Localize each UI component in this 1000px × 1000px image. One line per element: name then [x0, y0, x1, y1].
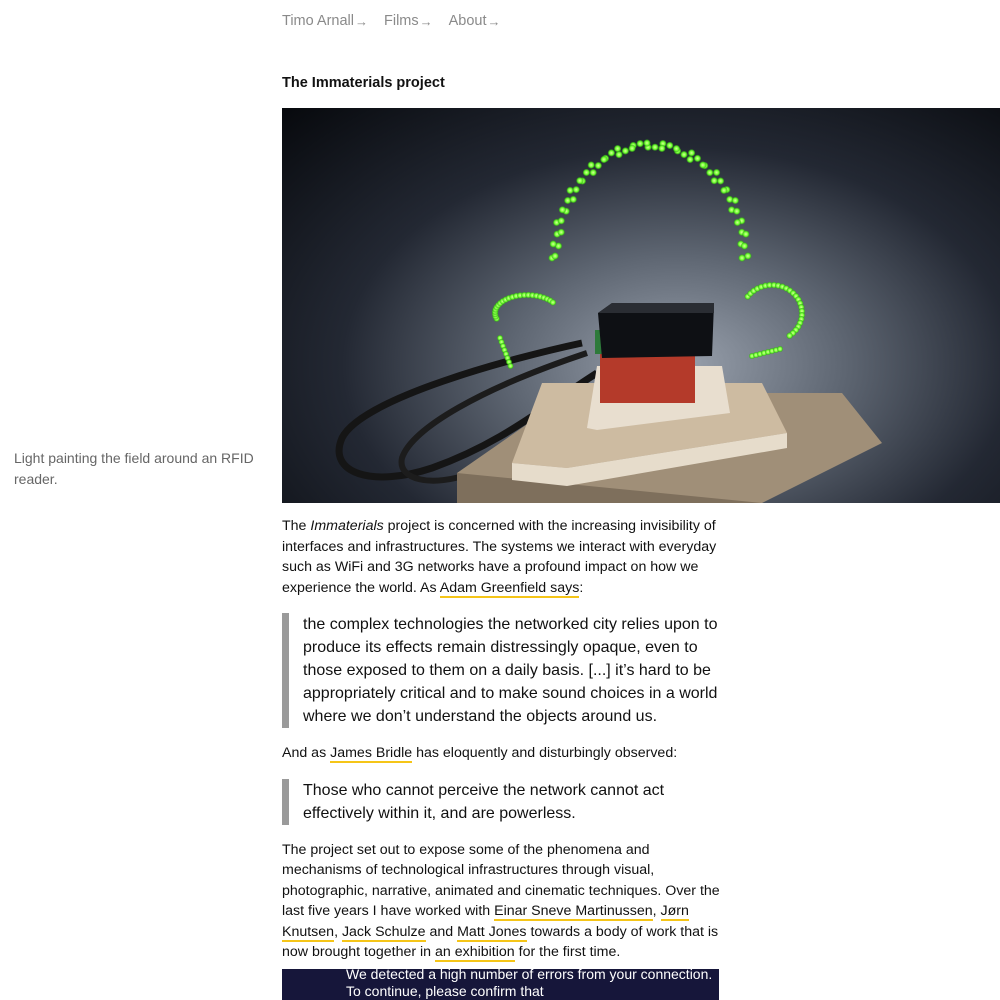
led-light-dot [600, 156, 607, 163]
led-light-dot [550, 240, 557, 247]
led-light-dot [567, 187, 574, 194]
led-light-dot [583, 169, 590, 176]
link-james-bridle[interactable]: James Bridle [330, 745, 413, 761]
led-light-dot [706, 169, 713, 176]
text-run: , [334, 923, 342, 940]
text-run: towards a body of work that is now brought together in [282, 923, 719, 960]
arrow-right-icon: → [419, 13, 433, 29]
led-light-dot [550, 299, 556, 305]
led-light-dot [673, 145, 680, 152]
led-light-dot [651, 144, 658, 151]
led-light-dot [643, 139, 650, 146]
led-light-dot [588, 161, 595, 168]
paragraph-project [282, 840, 720, 963]
led-light-dot [742, 231, 749, 238]
led-light-dot [699, 161, 706, 168]
text-run: : [579, 579, 584, 596]
blockquote-greenfield: the complex technologies the networked city relies upon to produce its effects remain distressingly opaque, even to those exposed to them on a daily basis. [...] it’s hard to be appropriately critical and to make sound choices in a world where we don’t understand the objects around us. [282, 613, 720, 728]
led-light-dot [720, 187, 727, 194]
nav-link-films[interactable] [384, 13, 443, 29]
led-light-dot [732, 197, 739, 204]
led-light-dot [741, 242, 748, 249]
led-light-dot [573, 186, 580, 193]
text-run: has eloquently and disturbingly observed: [412, 745, 678, 761]
led-light-dot [786, 333, 792, 339]
text-run: , [652, 903, 661, 919]
led-light-dot [595, 162, 602, 169]
led-light-dot [777, 346, 783, 352]
led-light-dot [622, 147, 629, 154]
led-light-dot [576, 177, 583, 184]
led-light-dot [608, 149, 615, 156]
led-light-dot [658, 145, 665, 152]
led-light-dot [615, 151, 622, 158]
led-light-dot [734, 219, 741, 226]
led-light-dot [559, 206, 566, 213]
led-light-dot [614, 145, 621, 152]
link-jack-schulze[interactable]: Jack Schulze [341, 923, 426, 940]
led-light-dot [558, 217, 565, 224]
paragraph-bridle [282, 743, 720, 764]
led-light-dot [711, 177, 718, 184]
link-adam-greenfield[interactable]: Adam Greenfield says [439, 579, 580, 596]
led-light-dot [733, 208, 740, 215]
nav-label: Timo Arnall [282, 13, 354, 29]
paragraph-intro [282, 516, 720, 598]
led-light-dot [680, 151, 687, 158]
arrow-right-icon: → [487, 13, 501, 29]
hero-caption: Light painting the field around an RFID reader. [14, 450, 254, 487]
nav-label: Films [383, 13, 419, 29]
nav-link-home[interactable] [282, 13, 378, 29]
led-light-dot [558, 229, 565, 236]
link-jorn-knutsen[interactable]: Jørn Knutsen [282, 903, 689, 940]
text-run: And as [282, 745, 331, 761]
led-light-dot [713, 169, 720, 176]
nav-link-about[interactable] [449, 13, 511, 29]
text-run: The project set out to expose some of the phenomena and mechanisms of technological infrastructures through visual, photographic, narrative, animated and cinematic techniques. Over the last five years I have worked with [282, 841, 720, 919]
text-emphasis: Immaterials [310, 518, 384, 534]
led-light-dot [629, 145, 636, 152]
banner-text: We detected a high number of errors from your connection. To continue, please confirm that [346, 969, 713, 999]
rfid-light-painting-illustration [282, 108, 1000, 503]
led-light-dot [637, 140, 644, 147]
text-run: for the first time. [514, 944, 621, 960]
link-matt-jones[interactable]: Matt Jones [457, 923, 527, 940]
led-light-dot [738, 254, 745, 261]
text-run: project is concerned with the increasing invisibility of interfaces and infrastructures. The systems we interact with everyday such as WiFi and 3G networks have a profound impact on how we experience the world. As [282, 518, 717, 596]
led-light-dot [570, 196, 577, 203]
led-light-dot [552, 252, 559, 259]
led-light-dot [508, 363, 514, 369]
article-body [282, 516, 720, 978]
led-light-dot [717, 177, 724, 184]
top-nav [282, 13, 511, 29]
led-light-dot [666, 142, 673, 149]
text-run: The [282, 518, 311, 534]
page-title: The Immaterials project [282, 75, 445, 91]
led-light-dot [688, 149, 695, 156]
text-run: and [425, 923, 458, 940]
error-verification-banner [282, 969, 719, 1000]
blockquote-bridle: Those who cannot perceive the network cannot act effectively within it, and are powerless. [282, 779, 720, 825]
led-light-dot [590, 169, 597, 176]
arrow-right-icon: → [354, 13, 368, 29]
nav-label: About [448, 13, 487, 29]
led-light-dot [687, 156, 694, 163]
link-einar-sneve-martinussen[interactable]: Einar Sneve Martinussen [494, 903, 653, 919]
link-exhibition[interactable]: an exhibition [435, 944, 515, 960]
hero-photo [282, 108, 1000, 503]
led-light-dot [694, 155, 701, 162]
